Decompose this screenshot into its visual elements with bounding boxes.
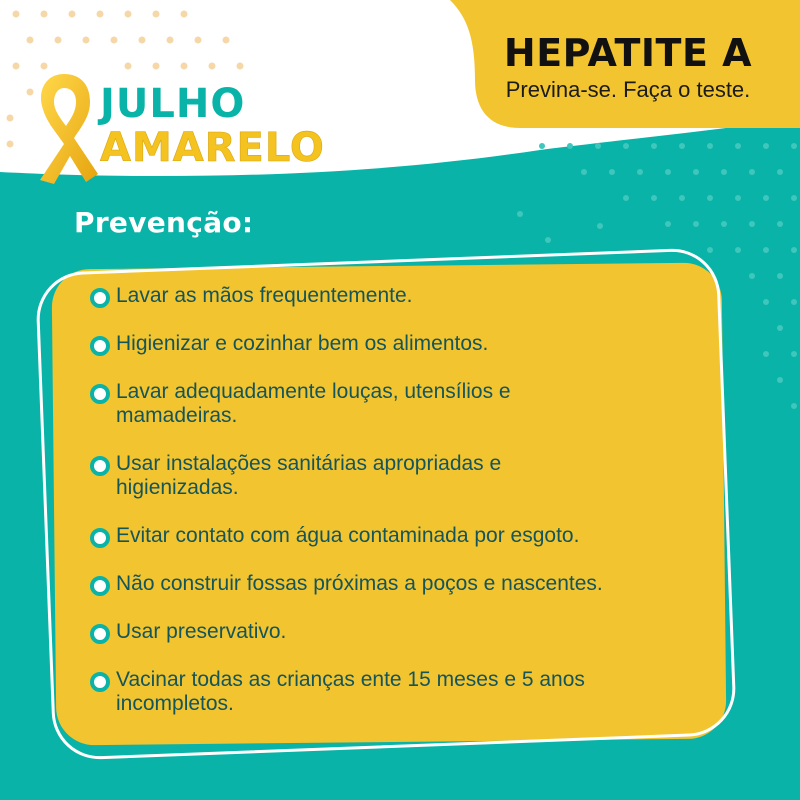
headline	[476, 30, 780, 104]
prevention-list	[90, 284, 700, 740]
list-item	[90, 380, 700, 428]
bullet-icon	[90, 336, 110, 356]
bullet-icon	[90, 288, 110, 308]
list-item-text: Vacinar todas as crianças ente 15 meses e 5 anos incompletos.	[116, 668, 585, 715]
campaign-line-2: AMARELO	[100, 125, 325, 171]
bullet-icon	[90, 624, 110, 644]
bullet-icon	[90, 384, 110, 404]
bullet-icon	[90, 576, 110, 596]
list-item-text: Usar instalações sanitárias apropriadas e higienizadas.	[116, 452, 502, 499]
list-item	[90, 452, 700, 500]
headline-subtitle: Previna-se. Faça o teste.	[505, 77, 751, 102]
list-item-text: Não construir fossas próximas a poços e nascentes.	[116, 572, 603, 595]
list-item	[90, 332, 700, 356]
bullet-icon	[90, 672, 110, 692]
campaign-name	[100, 82, 325, 170]
list-item	[90, 524, 700, 548]
list-item-text: Usar preservativo.	[116, 620, 287, 643]
list-item	[90, 572, 700, 596]
list-item-text: Lavar adequadamente louças, utensílios e mamadeiras.	[116, 380, 511, 427]
list-item	[90, 668, 700, 716]
list-item	[90, 620, 700, 644]
list-item	[90, 284, 700, 308]
headline-title: HEPATITE A	[503, 31, 753, 75]
list-item-text: Higienizar e cozinhar bem os alimentos.	[116, 332, 489, 355]
bullet-icon	[90, 528, 110, 548]
bullet-icon	[90, 456, 110, 476]
list-item-text: Lavar as mãos frequentemente.	[116, 284, 413, 307]
awareness-ribbon-icon	[28, 70, 100, 186]
list-item-text: Evitar contato com água contaminada por esgoto.	[116, 524, 580, 547]
campaign-line-1: JULHO	[100, 81, 246, 127]
section-title: Prevenção:	[74, 206, 254, 239]
